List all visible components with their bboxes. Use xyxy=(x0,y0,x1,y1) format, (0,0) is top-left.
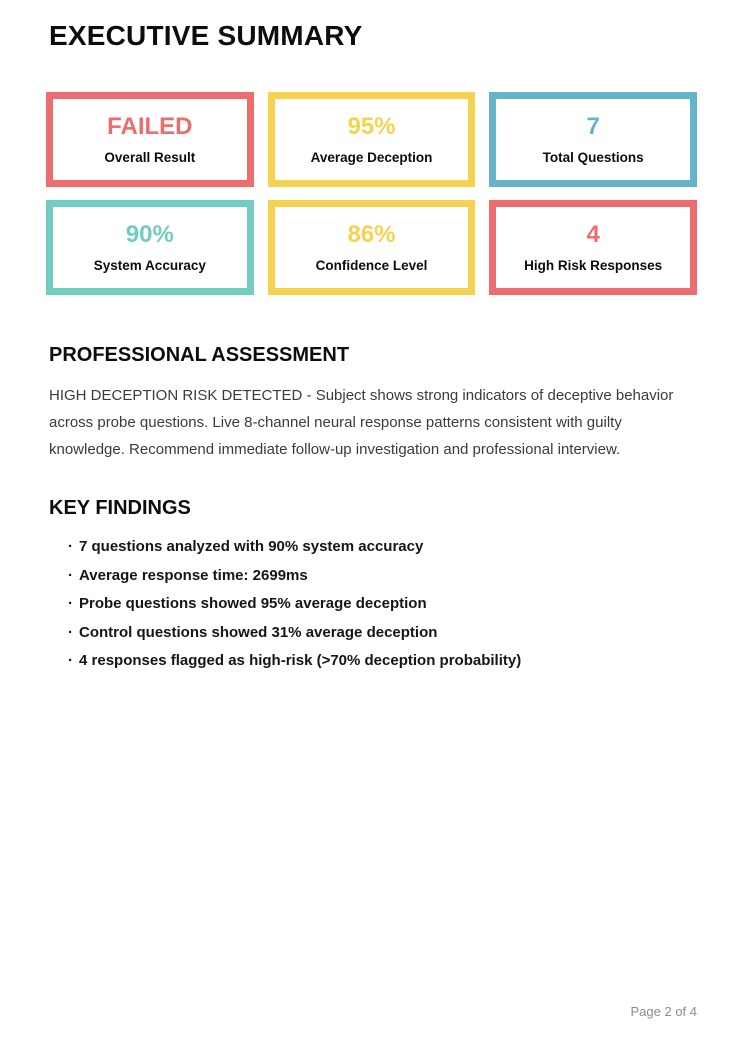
stat-card-total-questions xyxy=(489,92,697,187)
stat-value: 95% xyxy=(347,112,396,140)
stat-label: High Risk Responses xyxy=(524,257,663,273)
finding-text: Average response time: 2699ms xyxy=(79,566,308,584)
stat-card-system-accuracy xyxy=(46,200,254,295)
findings-list xyxy=(46,539,697,668)
finding-text: Control questions showed 31% average deception xyxy=(79,623,438,641)
bullet-icon: · xyxy=(68,595,73,612)
stat-label: Overall Result xyxy=(104,149,196,165)
assessment-body: HIGH DECEPTION RISK DETECTED - Subject shows strong indicators of deceptive behavior across probe questions. Live 8-channel neural response patterns consistent with guilty knowledge. Recommend immediate follow-up investigation and professional interview. xyxy=(49,387,674,458)
finding-item xyxy=(68,625,697,640)
stat-label: Average Deception xyxy=(310,149,433,165)
finding-item xyxy=(68,568,697,583)
summary-cards xyxy=(46,92,697,295)
stat-label: Total Questions xyxy=(542,149,644,165)
finding-text: Probe questions showed 95% average deception xyxy=(79,595,427,612)
findings-heading: KEY FINDINGS xyxy=(49,497,191,519)
assessment-heading: PROFESSIONAL ASSESSMENT xyxy=(49,344,350,366)
stat-value: 86% xyxy=(347,220,396,248)
finding-item xyxy=(68,539,697,554)
stat-label: Confidence Level xyxy=(315,257,428,273)
stat-value: 90% xyxy=(125,220,174,248)
bullet-icon: · xyxy=(68,623,73,641)
stat-card-overall-result xyxy=(46,92,254,187)
finding-text: 7 questions analyzed with 90% system accuracy xyxy=(79,538,424,555)
bullet-icon: · xyxy=(68,566,73,584)
stat-value: FAILED xyxy=(107,112,193,140)
stat-value: 4 xyxy=(586,220,600,248)
finding-item xyxy=(68,653,697,668)
stat-card-confidence-level xyxy=(268,200,476,295)
bullet-icon: · xyxy=(68,652,73,669)
page-number: Page 2 of 4 xyxy=(630,1004,697,1019)
finding-text: 4 responses flagged as high-risk (>70% deception probability) xyxy=(79,652,522,669)
page-title: EXECUTIVE SUMMARY xyxy=(49,20,363,51)
stat-value: 7 xyxy=(586,112,600,140)
stat-card-high-risk-responses xyxy=(489,200,697,295)
finding-item xyxy=(68,596,697,611)
stat-card-average-deception xyxy=(268,92,476,187)
bullet-icon: · xyxy=(68,538,73,555)
stat-label: System Accuracy xyxy=(93,257,206,273)
